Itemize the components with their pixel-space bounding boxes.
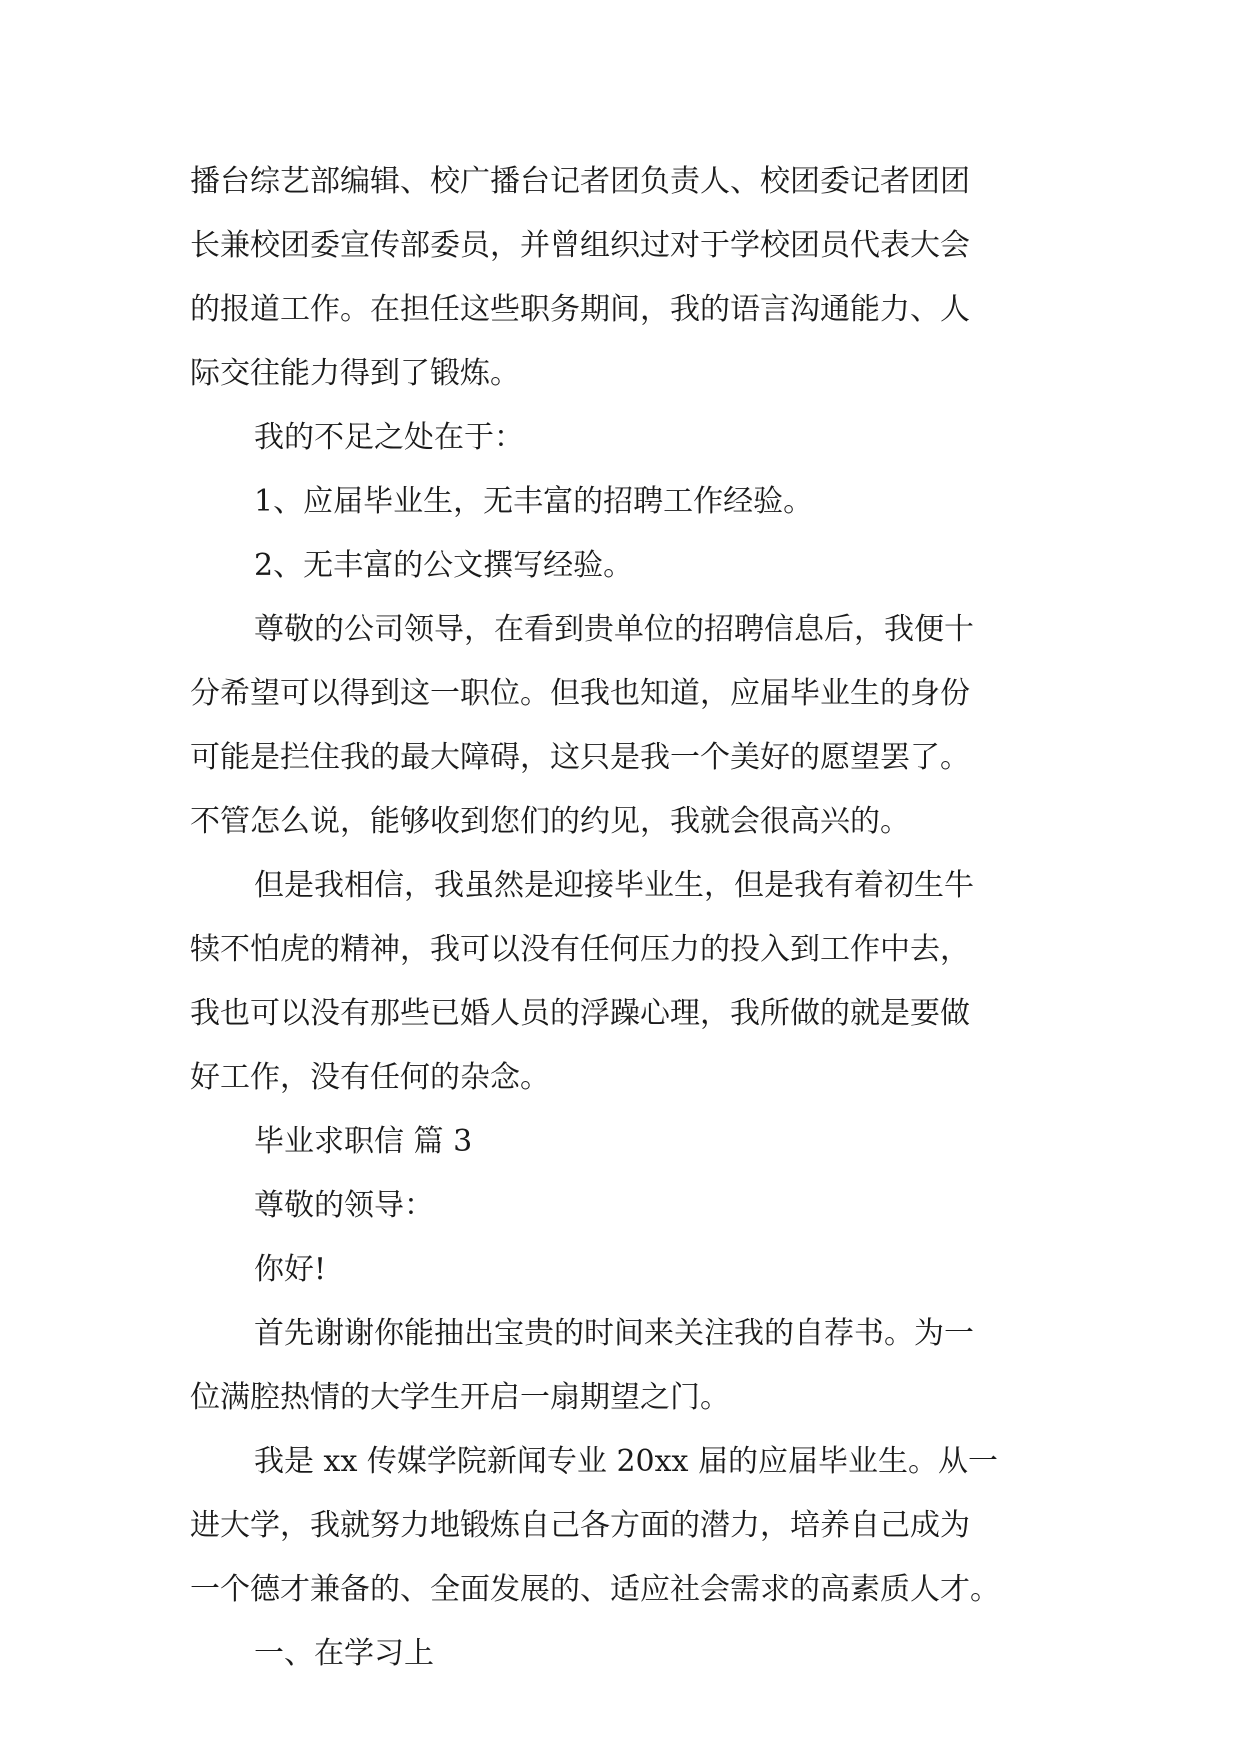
text-line: 位满腔热情的大学生开启一扇期望之门。	[190, 1380, 730, 1415]
text-line: 进大学，我就努力地锻炼自己各方面的潜力，培养自己成为	[190, 1508, 970, 1543]
text-line: 的报道工作。在担任这些职务期间，我的语言沟通能力、人	[190, 292, 970, 327]
text-line: 我的不足之处在于：	[254, 420, 524, 455]
text-line: 1、应届毕业生，无丰富的招聘工作经验。	[254, 484, 814, 519]
text-line: 但是我相信，我虽然是迎接毕业生，但是我有着初生牛	[254, 868, 974, 903]
text-line: 长兼校团委宣传部委员，并曾组织过对于学校团员代表大会	[190, 228, 970, 263]
text-line: 际交往能力得到了锻炼。	[190, 356, 520, 391]
text-line: 犊不怕虎的精神，我可以没有任何压力的投入到工作中去，	[190, 932, 970, 967]
text-line: 不管怎么说，能够收到您们的约见，我就会很高兴的。	[190, 804, 910, 839]
text-line: 尊敬的公司领导，在看到贵单位的招聘信息后，我便十	[254, 612, 974, 647]
text-line: 毕业求职信 篇 3	[254, 1124, 473, 1159]
text-line: 我也可以没有那些已婚人员的浮躁心理，我所做的就是要做	[190, 996, 970, 1031]
document-body	[190, 150, 1060, 1686]
text-line: 尊敬的领导：	[254, 1188, 434, 1223]
text-line: 首先谢谢你能抽出宝贵的时间来关注我的自荐书。为一	[254, 1316, 974, 1351]
text-line: 分希望可以得到这一职位。但我也知道，应届毕业生的身份	[190, 676, 970, 711]
text-line: 我是 xx 传媒学院新闻专业 20xx 届的应届毕业生。从一	[254, 1444, 998, 1479]
text-line: 可能是拦住我的最大障碍，这只是我一个美好的愿望罢了。	[190, 740, 970, 775]
text-line: 2、无丰富的公文撰写经验。	[254, 548, 634, 583]
text-line: 你好!	[254, 1252, 327, 1287]
text-line: 好工作，没有任何的杂念。	[190, 1060, 550, 1095]
text-line: 一、在学习上	[254, 1636, 434, 1671]
text-line: 一个德才兼备的、全面发展的、适应社会需求的高素质人才。	[190, 1572, 1000, 1607]
text-line: 播台综艺部编辑、校广播台记者团负责人、校团委记者团团	[190, 164, 970, 199]
